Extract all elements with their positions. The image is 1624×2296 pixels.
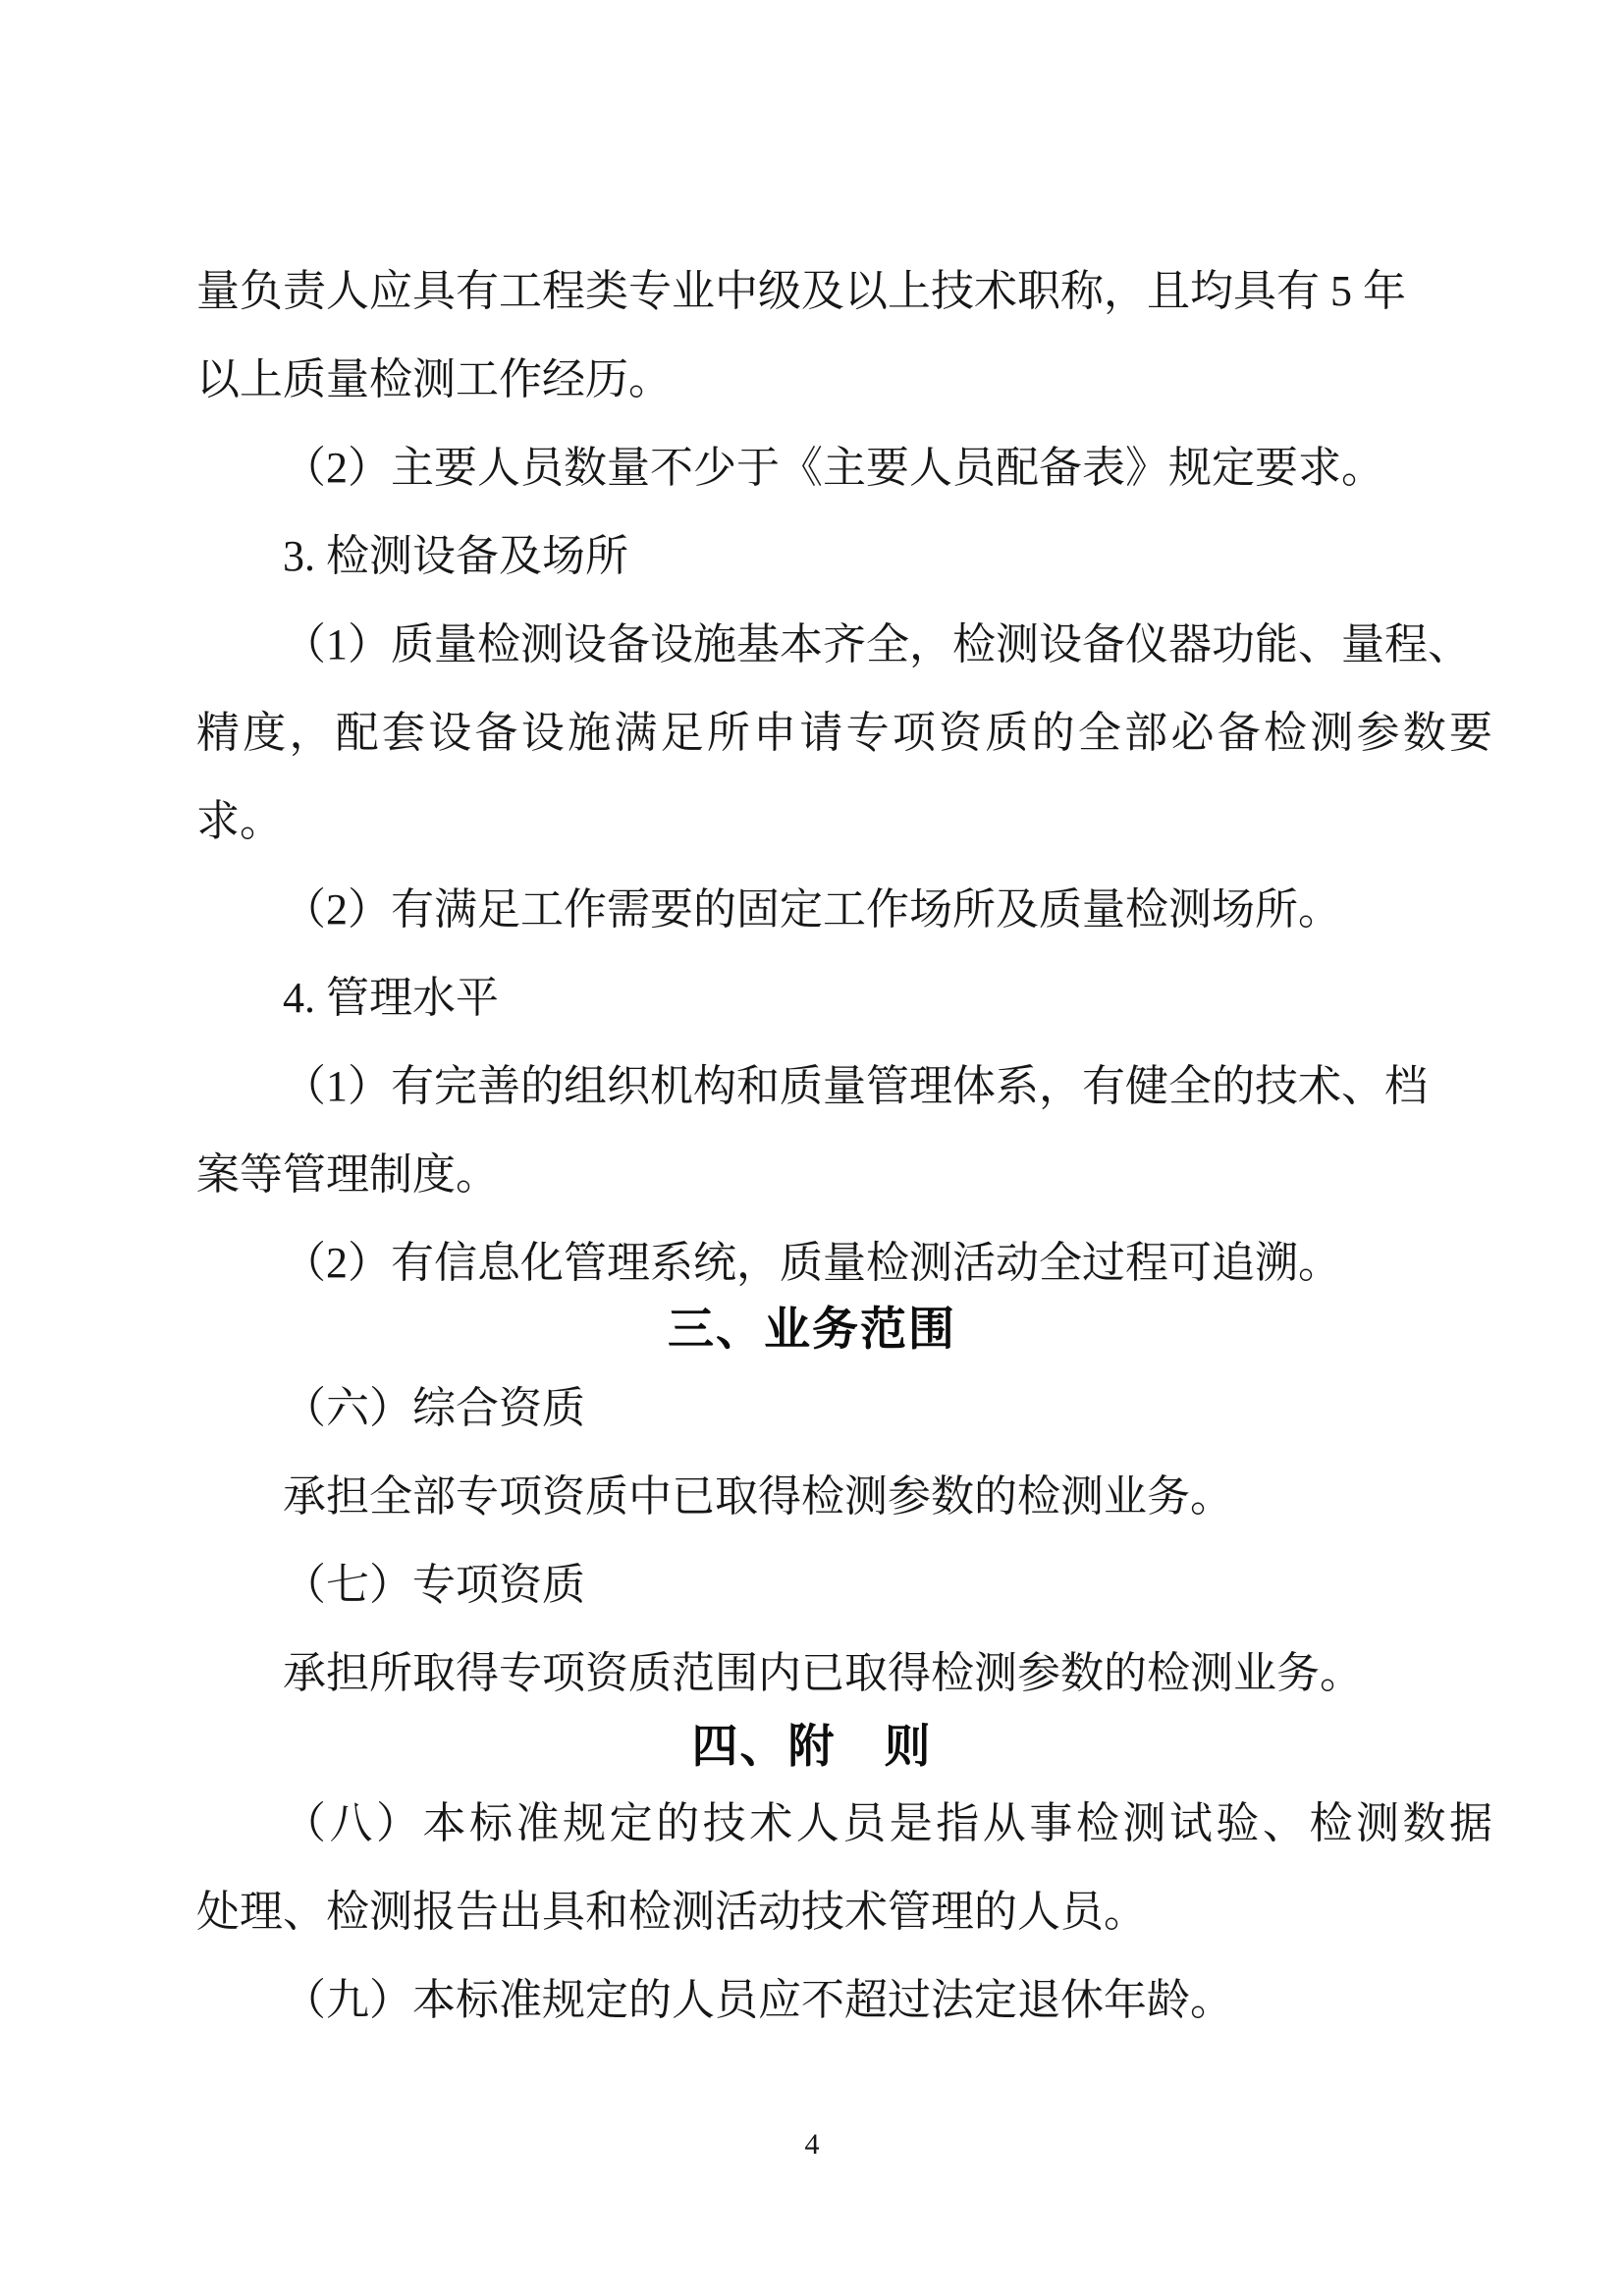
body-line: （六）综合资质 <box>283 1384 585 1432</box>
body-line: （1）质量检测设备设施基本齐全，检测设备仪器功能、量程、 <box>283 620 1471 668</box>
body-line: （2）有满足工作需要的固定工作场所及质量检测场所。 <box>283 885 1341 934</box>
page-number: 4 <box>804 2128 820 2161</box>
body-line: 4. 管理水平 <box>283 974 499 1022</box>
body-line: 案等管理制度。 <box>196 1150 499 1199</box>
body-line: 承担所取得专项资质范围内已取得检测参数的检测业务。 <box>283 1649 1363 1697</box>
body-line: 承担全部专项资质中已取得检测参数的检测业务。 <box>283 1472 1233 1521</box>
body-line: 求。 <box>196 797 283 845</box>
body-line: 3. 检测设备及场所 <box>283 532 628 580</box>
body-line: （七）专项资质 <box>283 1561 585 1609</box>
body-line: （1）有完善的组织机构和质量管理体系，有健全的技术、档 <box>283 1062 1428 1110</box>
body-line: （九）本标准规定的人员应不超过法定退休年龄。 <box>283 1976 1233 2024</box>
body-line: 精度，配套设备设施满足所申请专项资质的全部必备检测参数要 <box>196 709 1492 757</box>
body-line: 处理、检测报告出具和检测活动技术管理的人员。 <box>196 1888 1147 1936</box>
body-line: 以上质量检测工作经历。 <box>196 355 672 403</box>
section-heading-supplementary-provisions: 四、附 则 <box>691 1720 933 1772</box>
body-line: 量负责人应具有工程类专业中级及以上技术职称，且均具有 5 年 <box>196 267 1406 315</box>
body-line: （2）主要人员数量不少于《主要人员配备表》规定要求。 <box>283 444 1384 492</box>
section-heading-business-scope: 三、业务范围 <box>668 1303 956 1355</box>
body-line: （八）本标准规定的技术人员是指从事检测试验、检测数据 <box>283 1799 1492 1847</box>
body-line: （2）有信息化管理系统，质量检测活动全过程可追溯。 <box>283 1239 1341 1287</box>
